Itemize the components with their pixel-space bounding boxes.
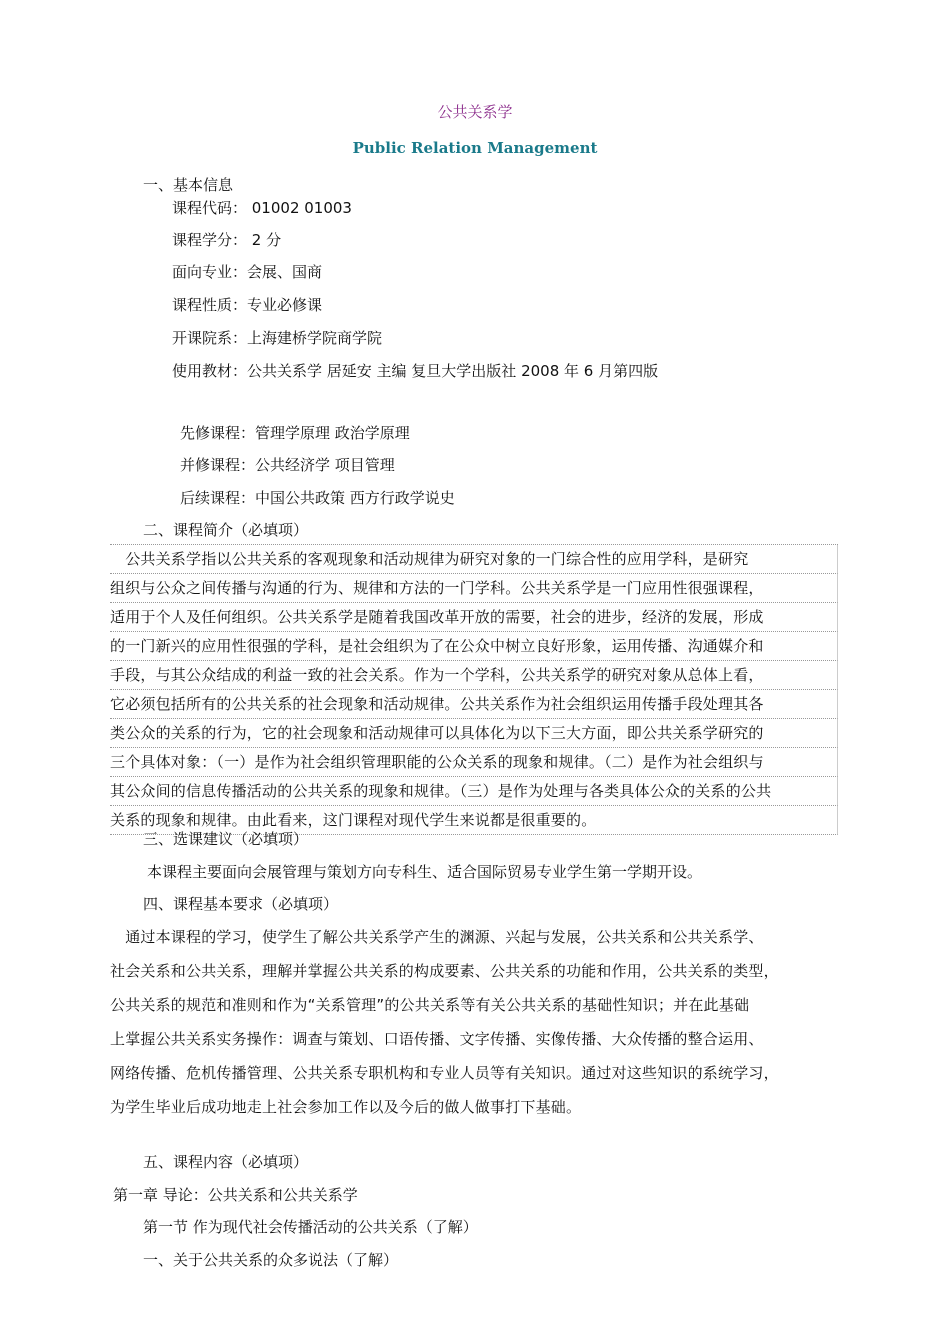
section-5-heading: 五、课程内容（必填项） [143, 1153, 309, 1171]
requirement-line: 上掌握公共关系实务操作：调查与策划、口语传播、文字传播、实像传播、大众传播的整合运用、 [110, 1030, 764, 1048]
section-2-heading: 二、课程简介（必填项） [143, 521, 309, 539]
course-credit: 课程学分： 2 分 [172, 231, 282, 249]
course-selection-advice: 本课程主要面向会展管理与策划方向专科生、适合国际贸易专业学生第一学期开设。 [147, 863, 703, 881]
concurrent-courses: 并修课程：公共经济学 项目管理 [180, 456, 395, 474]
intro-line: 组织与公众之间传播与沟通的行为、规律和方法的一门学科。公共关系学是一门应用性很强课程， [110, 574, 838, 603]
target-major: 面向专业：会展、国商 [172, 263, 323, 281]
course-nature: 课程性质：专业必修课 [172, 296, 323, 314]
course-intro-box [110, 544, 838, 835]
intro-line: 的一门新兴的应用性很强的学科，是社会组织为了在公众中树立良好形象，运用传播、沟通媒介和 [110, 632, 838, 661]
requirement-line: 网络传播、危机传播管理、公共关系专职机构和专业人员等有关知识。通过对这些知识的系统学习， [110, 1064, 779, 1082]
requirement-line: 社会关系和公共关系，理解并掌握公共关系的构成要素、公共关系的功能和作用，公共关系的类型， [110, 962, 779, 980]
basic-requirements-paragraph [110, 920, 840, 1124]
offering-department: 开课院系：上海建桥学院商学院 [172, 329, 383, 347]
intro-line: 手段，与其公众结成的利益一致的社会关系。作为一个学科，公共关系学的研究对象从总体上看， [110, 661, 838, 690]
section-1-title: 第一节 作为现代社会传播活动的公共关系（了解） [143, 1218, 478, 1236]
subsection-1-title: 一、关于公共关系的众多说法（了解） [143, 1251, 399, 1269]
requirement-line: 通过本课程的学习，使学生了解公共关系学产生的渊源、兴起与发展，公共关系和公共关系学、 [110, 928, 764, 946]
requirement-line: 为学生毕业后成功地走上社会参加工作以及今后的做人做事打下基础。 [110, 1098, 582, 1116]
section-4-heading: 四、课程基本要求（必填项） [143, 895, 339, 913]
intro-line: 类公众的关系的行为，它的社会现象和活动规律可以具体化为以下三大方面，即公共关系学研究的 [110, 719, 838, 748]
intro-line: 它必须包括所有的公共关系的社会现象和活动规律。公共关系作为社会组织运用传播手段处理其各 [110, 690, 838, 719]
doc-title-chinese: 公共关系学 [437, 103, 513, 121]
prerequisite-courses: 先修课程：管理学原理 政治学原理 [180, 424, 410, 442]
follow-up-courses: 后续课程：中国公共政策 西方行政学说史 [180, 489, 455, 507]
intro-line: 适用于个人及任何组织。公共关系学是随着我国改革开放的需要，社会的进步，经济的发展，形成 [110, 603, 838, 632]
section-3-heading: 三、选课建议（必填项） [143, 830, 309, 848]
chapter-1-title: 第一章 导论：公共关系和公共关系学 [113, 1186, 358, 1204]
intro-line: 三个具体对象：（一）是作为社会组织管理职能的公众关系的现象和规律。（二）是作为社会组织与 [110, 748, 838, 777]
intro-line: 关系的现象和规律。由此看来，这门课程对现代学生来说都是很重要的。 [110, 806, 838, 835]
course-code: 课程代码： 01002 01003 [172, 199, 352, 217]
requirement-line: 公共关系的规范和准则和作为“关系管理”的公共关系等有关公共关系的基础性知识；并在此基础 [110, 996, 750, 1014]
section-1-heading: 一、基本信息 [143, 176, 234, 194]
intro-line: 公共关系学指以公共关系的客观现象和活动规律为研究对象的一门综合性的应用学科，是研究 [110, 545, 838, 574]
textbook: 使用教材：公共关系学 居延安 主编 复旦大学出版社 2008 年 6 月第四版 [172, 362, 659, 380]
intro-line: 其公众间的信息传播活动的公共关系的现象和规律。（三）是作为处理与各类具体公众的关系的公共 [110, 777, 838, 806]
doc-title-english: Public Relation Management [352, 139, 598, 157]
